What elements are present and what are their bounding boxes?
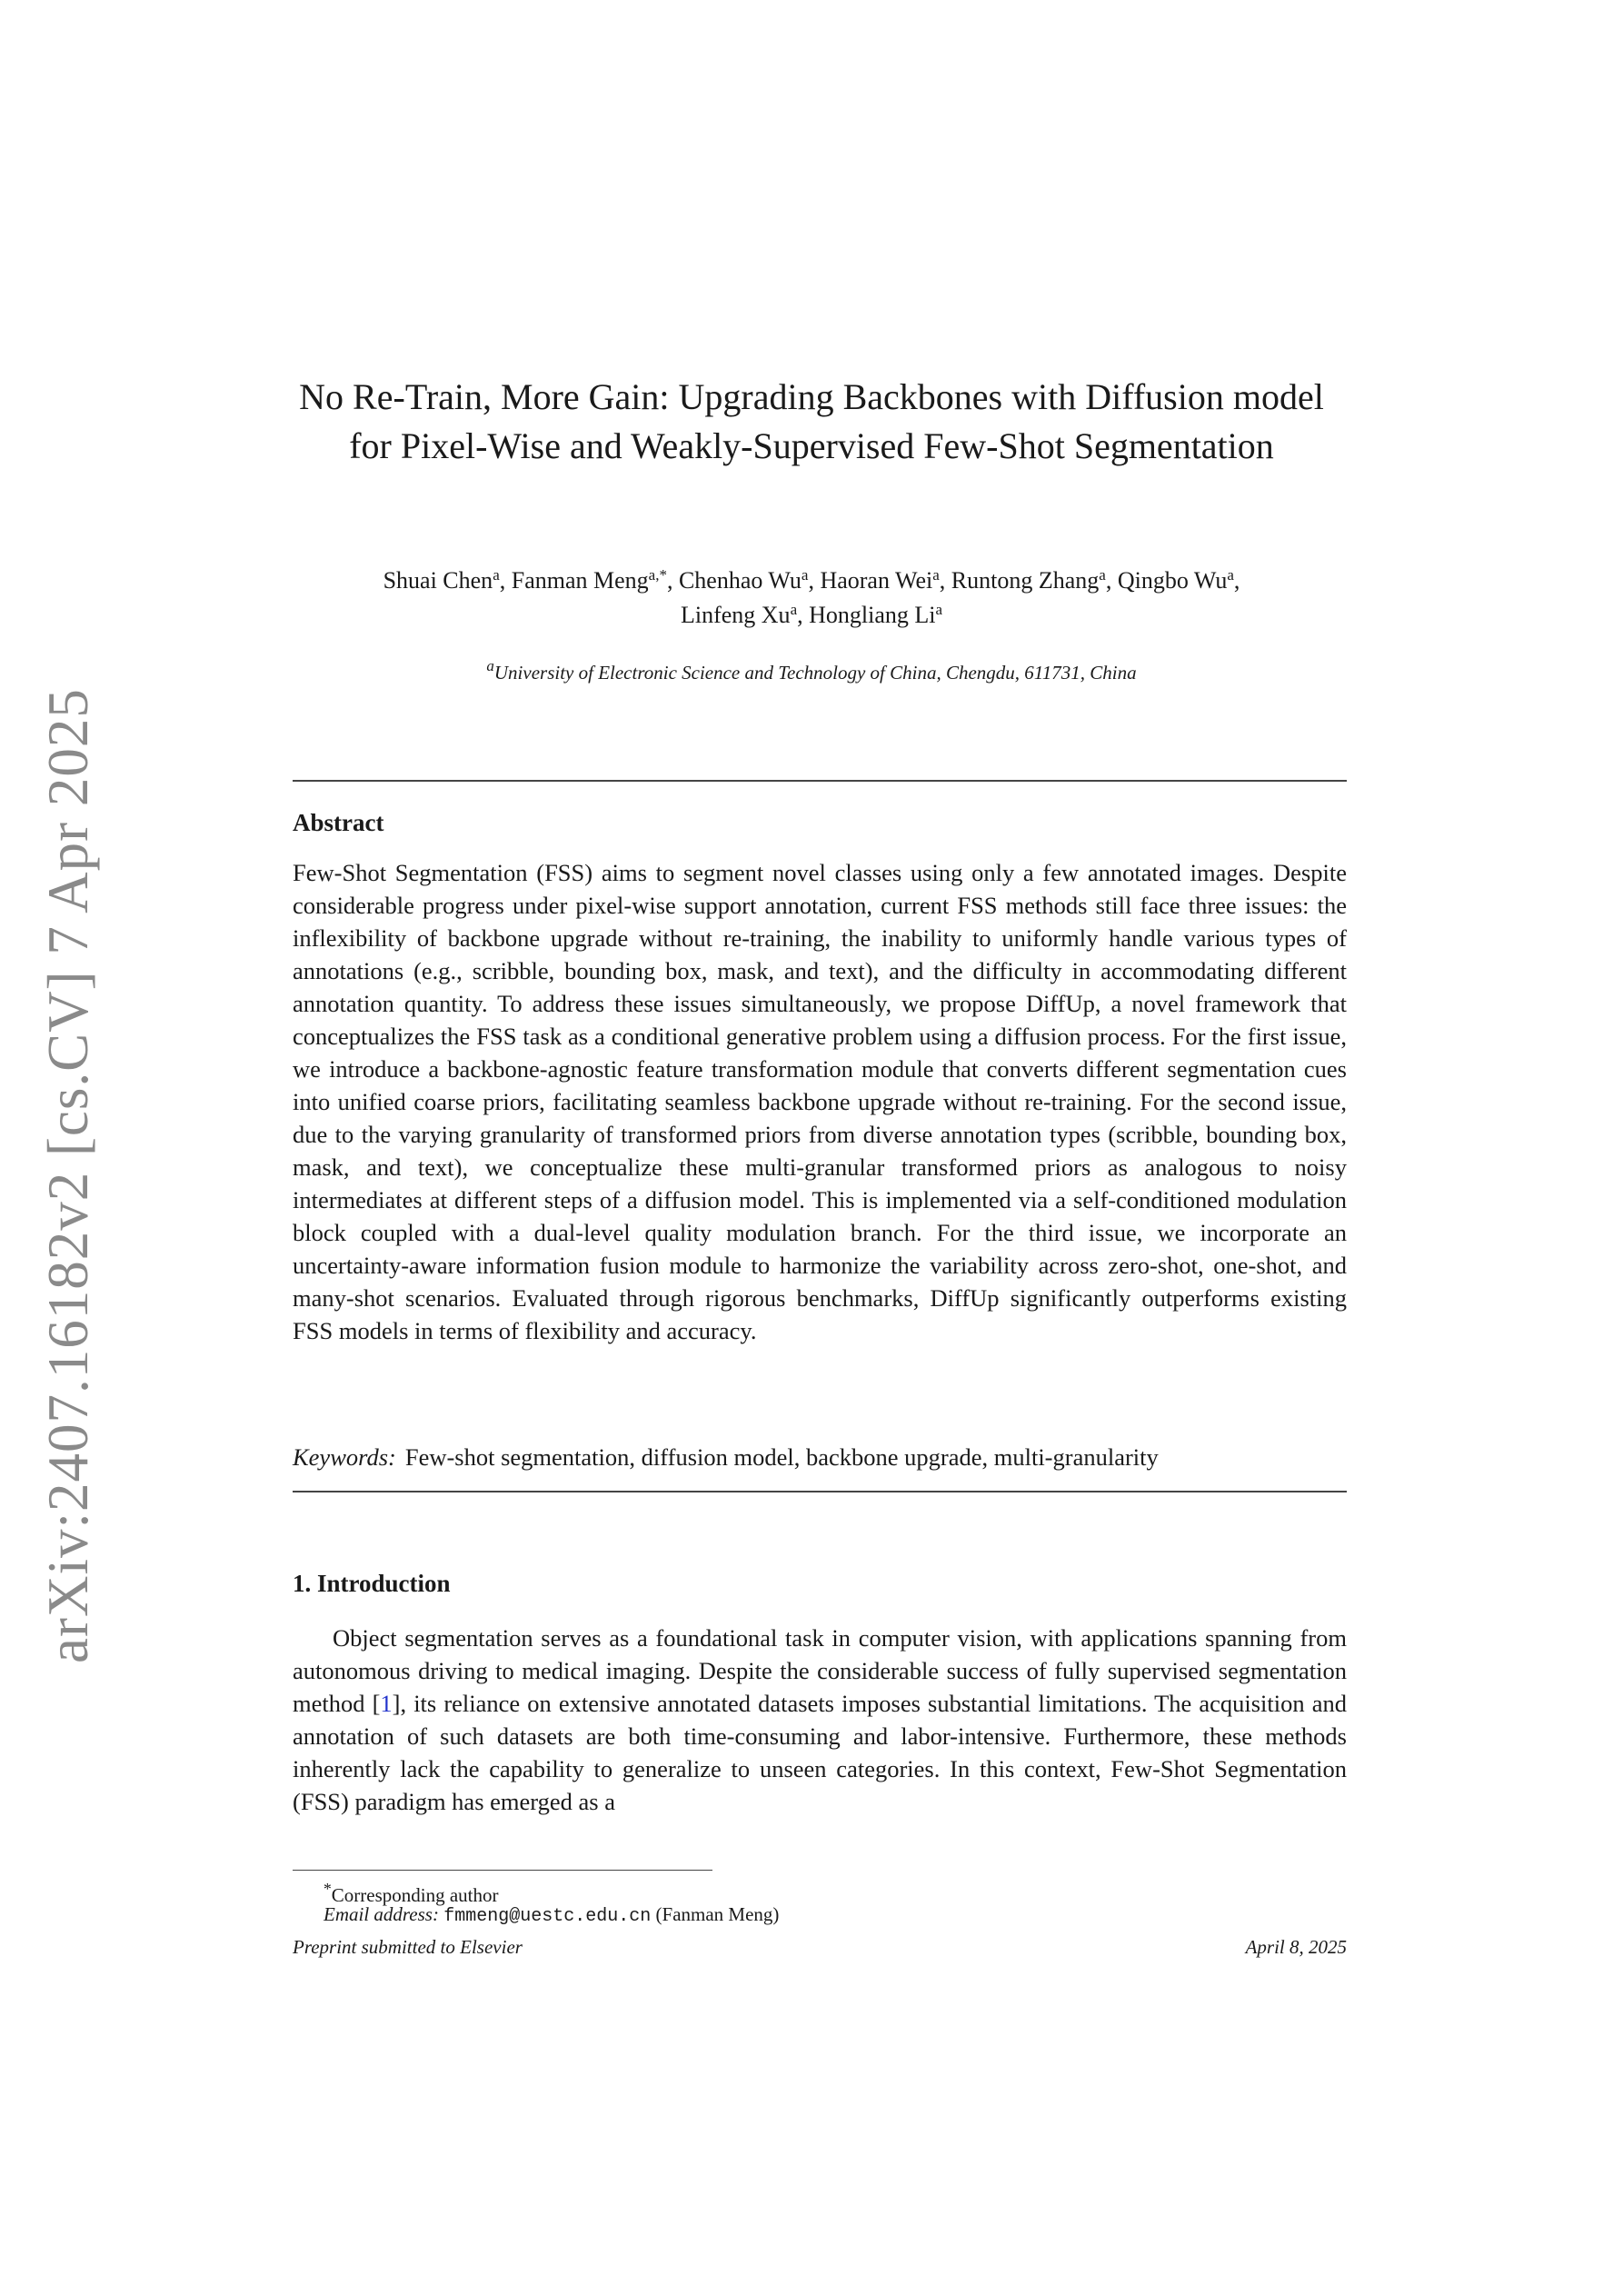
abstract-heading: Abstract: [293, 809, 384, 836]
arxiv-identifier: arXiv:2407.16182v2 [cs.CV] 7 Apr 2025: [36, 688, 100, 1663]
footer-date: April 8, 2025: [1245, 1936, 1347, 1958]
affiliation: $^a$University of Electronic Science and Technology of China, Chengdu, 611731, China: [486, 657, 1137, 684]
citation-link[interactable]: 1: [380, 1690, 393, 1717]
keywords-label: Keywords:: [293, 1443, 396, 1471]
keywords-list: Few-shot segmentation, diffusion model, backbone upgrade, multi-granularity: [404, 1443, 1159, 1471]
email-address[interactable]: fmmeng@uestc.edu.cn: [443, 1906, 652, 1927]
abstract-bottom-rule: [293, 1491, 1347, 1492]
footnote-email: Email address: fmmeng@uestc.edu.cn (Fanman Meng): [324, 1903, 780, 1927]
footnote-rule: [293, 1870, 712, 1871]
author: Linfeng Xu$^a$,: [680, 601, 810, 628]
author-list: [293, 564, 1330, 633]
author: Fanman Meng$^{a,*}$,: [511, 566, 679, 594]
author: Runtong Zhang$^a$,: [951, 566, 1118, 594]
footnote-corresponding: *Corresponding author: [324, 1880, 499, 1906]
author: Haoran Wei$^a$,: [820, 566, 951, 594]
section-heading-introduction: 1. Introduction: [293, 1570, 451, 1597]
paper-title: No Re-Train, More Gain: Upgrading Backbones with Diffusion model for Pixel-Wise and Weakly-Supervised Few-Shot Segmentation: [299, 376, 1324, 466]
keywords: [293, 1441, 1347, 1473]
author: Hongliang Li$^a$: [809, 601, 943, 628]
author: Chenhao Wu$^a$,: [678, 566, 821, 594]
footer-preprint: Preprint submitted to Elsevier: [293, 1936, 523, 1958]
author: Shuai Chen$^a$,: [383, 566, 512, 594]
author: Qingbo Wu$^a$,: [1117, 566, 1240, 594]
abstract-text: Few-Shot Segmentation (FSS) aims to segment novel classes using only a few annotated images. Despite considerable progress under pixel-wise support annotation, current FSS methods still face three issues: the inflexibility of backbone upgrade without re-training, the inability to uniformly handle various types of annotations (e.g., scribble, bounding box, mask, and text), and the difficulty in accommodating different annotation quantity. To address these issues simultaneously, we propose DiffUp, a novel framework that conceptualizes the FSS task as a conditional generative problem using a diffusion process. For the first issue, we introduce a backbone-agnostic feature transformation module that converts different segmentation cues into unified coarse priors, facilitating seamless backbone upgrade without re-training. For the second issue, due to the varying granularity of transformed priors from diverse annotation types (scribble, bounding box, mask, and text), we conceptualize these multi-granular transformed priors as analogous to noisy intermediates at different steps of a diffusion model. This is implemented via a self-conditioned modulation block coupled with a dual-level quality modulation branch. For the third issue, we incorporate an uncertainty-aware information fusion module to harmonize the variability across zero-shot, one-shot, and many-shot scenarios. Evaluated through rigorous benchmarks, DiffUp significantly outperforms existing FSS models in terms of flexibility and accuracy.: [293, 859, 1347, 1344]
abstract-top-rule: [293, 780, 1347, 782]
introduction-paragraph: Object segmentation serves as a foundational task in computer vision, with applications spanning from autonomous driving to medical imaging. Despite the considerable success of fully supervised segmentation method [1], its reliance on extensive annotated datasets imposes substantial limitations. The acquisition and annotation of such datasets are both time-consuming and labor-intensive. Furthermore, these methods inherently lack the capability to generalize to unseen categories. In this context, Few-Shot Segmentation (FSS) paradigm has emerged as a: [293, 1624, 1347, 1815]
